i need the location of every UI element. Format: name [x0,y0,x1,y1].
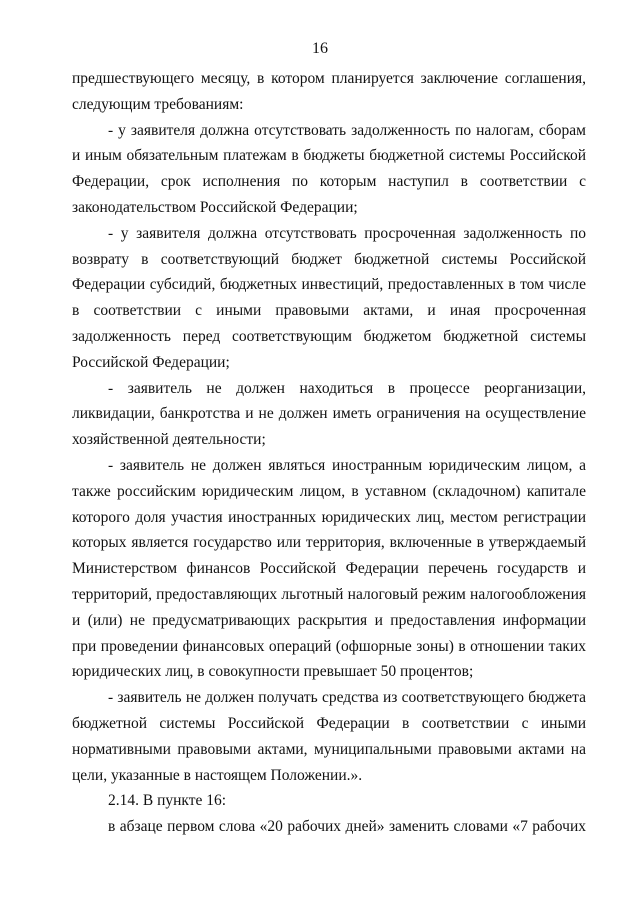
document-body [72,66,586,840]
paragraph-section-2-14: 2.14. В пункте 16: [108,792,227,810]
paragraph-amendment: в абзаце первом слова «20 рабочих дней» заменить словами «7 рабочих [108,818,586,836]
paragraph-reorganization: - заявитель не должен находиться в процессе реорганизации, ликвидации, банкротства и не должен иметь ограничения на осуществление хозяйственной деятельности; [72,379,586,449]
paragraph-tax-debt: - у заявителя должна отсутствовать задолженность по налогам, сборам и иным обязательным платежам в бюджеты бюджетной системы Российской Федерации, срок исполнения по которым наступил в соответствии с законодательством Российской Федерации; [72,121,586,216]
paragraph-overdue-debt: - у заявителя должна отсутствовать просроченная задолженность по возврату в соответствующий бюджет бюджетной системы Российской Федерации субсидий, бюджетных инвестиций, предоставленных в том числе в соответствии с иными правовыми актами, и иная просроченная задолженность перед соответствующим бюджетом бюджетной системы Российской Федерации; [72,224,586,371]
paragraph-requirements-intro: предшествующего месяцу, в котором планируется заключение соглашения, следующим требованиям: [72,70,586,113]
page-number: 16 [312,40,328,57]
paragraph-budget-funds: - заявитель не должен получать средства из соответствующего бюджета бюджетной системы Российской Федерации в соответствии с иными нормативными правовыми актами, муниципальными правовыми актами на цели, указанные в настоящем Положении.». [72,689,586,784]
paragraph-foreign-entity: - заявитель не должен являться иностранным юридическим лицом, а также российским юридическим лицом, в уставном (складочном) капитале которого доля участия иностранных юридических лиц, местом регистрации которых является государство или территория, включенные в утверждаемый Министерством финансов Российской Федерации перечень государств и территорий, предоставляющих льготный налоговый режим налогообложения и (или) не предусматривающих раскрытия и предоставления информации при проведении финансовых операций (офшорные зоны) в отношении таких юридических лиц, в совокупности превышает 50 процентов; [72,456,586,681]
